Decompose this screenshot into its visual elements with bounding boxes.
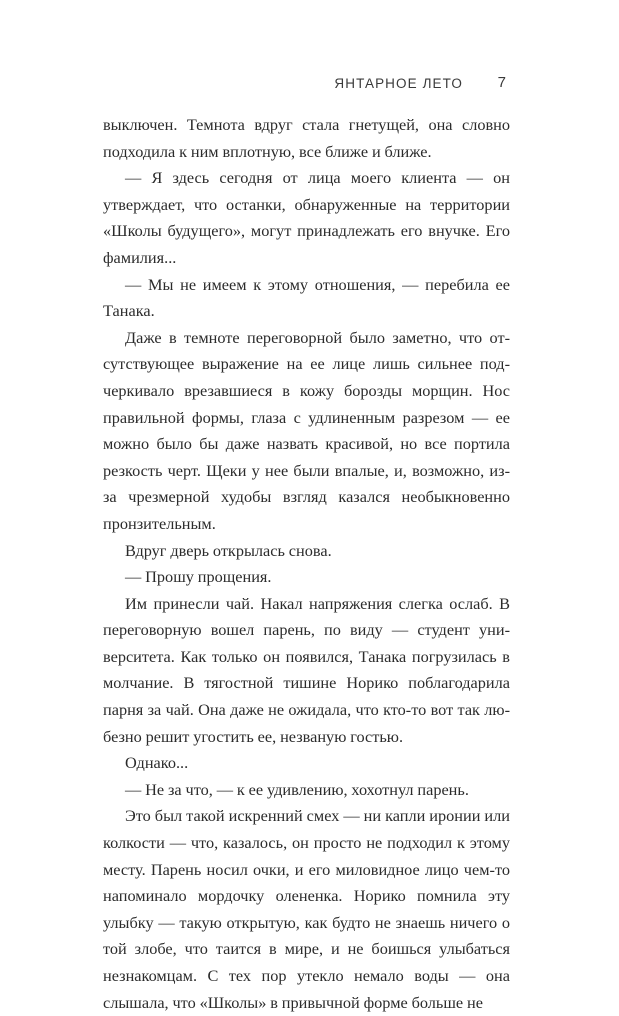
paragraph: Однако... bbox=[125, 753, 189, 773]
paragraph: — Прошу прощения. bbox=[125, 567, 272, 587]
page-number: 7 bbox=[497, 74, 506, 91]
running-title: ЯНТАРНОЕ ЛЕТО bbox=[334, 76, 463, 91]
paragraph: выключен. Темнота вдруг стала гнетущей, она словно подходила к ним вплотную, все ближе и ближе. bbox=[103, 115, 510, 161]
body-text bbox=[103, 112, 510, 1016]
running-header bbox=[0, 76, 619, 96]
paragraph: — Я здесь сегодня от лица моего клиента — он утверждает, что останки, обнаруженные на территории «Школы будущего», могут принадлежать его внучке. Его фамилия... bbox=[103, 168, 510, 267]
paragraph: Даже в темноте переговорной было заметно, что отсутствующее выражение на ее лице лишь сильнее подчеркивало врезавшиеся в кожу борозды морщин. Нос правильной формы, глаза с удлиненным разрезом — ее можно было бы даже назвать красивой, но все портила резкость черт. Щеки у нее были впалые, и, возможно, из-за чрезмерной худобы взгляд казался необыкновенно пронзительным. bbox=[103, 327, 510, 533]
paragraph: — Мы не имеем к этому отношения, — перебила ее Танака. bbox=[103, 274, 510, 321]
paragraph: Это был такой искренний смех — ни капли иронии или колкости — что, казалось, он просто не подходил к этому месту. Парень носил очки, и его миловидное лицо чем-то напоминало мордочку олененка. Норико помнила эту улыбку — такую открытую, как будто не знаешь ничего о той злобе, что таится в мире, и не боишься улыбаться незнакомцам. С тех пор утекло немало воды — она слышала, что «Школы» в привычной форме больше не bbox=[103, 806, 510, 1012]
paragraph: Вдруг дверь открылась снова. bbox=[125, 540, 332, 560]
paragraph: — Не за что, — к ее удивлению, хохотнул парень. bbox=[125, 779, 469, 799]
paragraph: Им принесли чай. Накал напряжения слегка ослаб. В переговорную вошел парень, по виду — студент университета. Как только он появился, Танака погрузилась в молчание. В тягостной тишине Норико поблагодарила парня за чай. Она даже не ожидала, что кто-то вот так любезно решит угостить ее, незваную гостью. bbox=[103, 593, 510, 746]
